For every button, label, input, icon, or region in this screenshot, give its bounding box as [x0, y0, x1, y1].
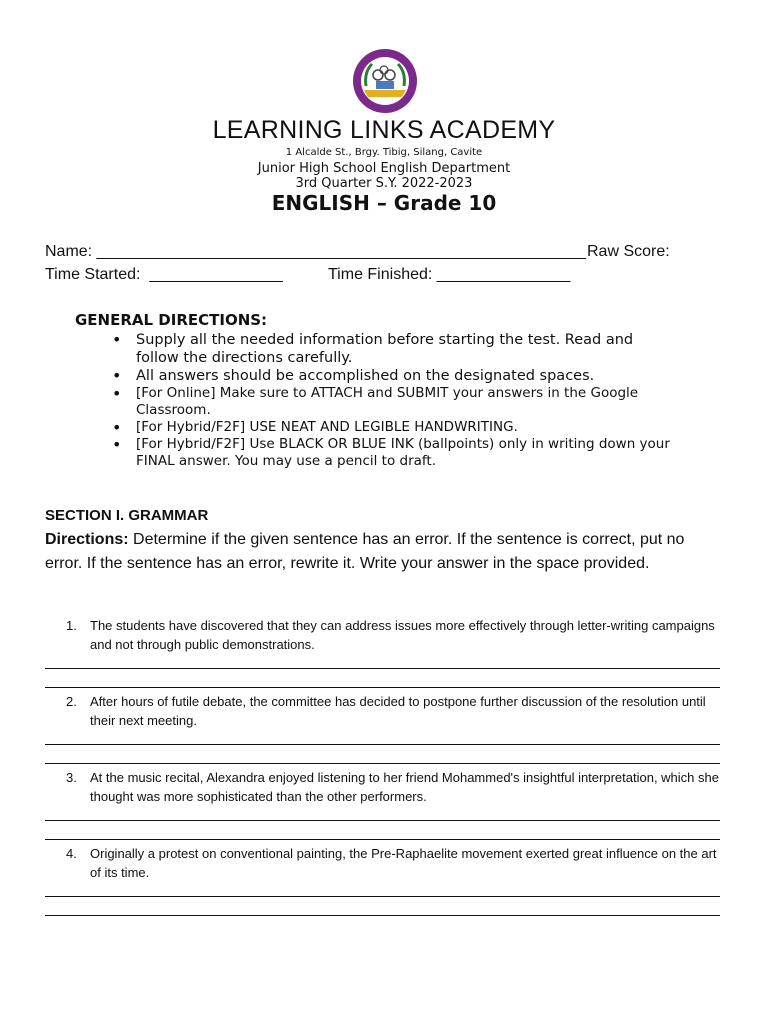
question-text: After hours of futile debate, the committee has decided to postpone further discussion of the resolution until their next meeting.	[90, 694, 706, 728]
department: Junior High School English Department	[257, 161, 511, 176]
section-directions	[45, 528, 725, 576]
direction-item: • [For Hybrid/F2F] Use BLACK OR BLUE INK (ballpoints) only in writing down your FINAL answer. You may use a pencil to draft.	[112, 436, 672, 470]
direction-item: • Supply all the needed information before starting the test. Read and follow the directions carefully.	[112, 331, 672, 367]
time-started-field[interactable]: Time Started: _______________	[45, 266, 283, 283]
name-field[interactable]: Name: _______________________________________________________	[45, 243, 586, 260]
question-number: 1.	[66, 618, 77, 633]
quarter-year: 3rd Quarter S.Y. 2022-2023	[295, 176, 473, 191]
question-number: 2.	[66, 694, 77, 709]
directions-label: Directions:	[45, 531, 129, 548]
answer-line[interactable]	[45, 896, 720, 897]
answer-line[interactable]	[45, 668, 720, 669]
direction-item: • [For Hybrid/F2F] USE NEAT AND LEGIBLE HANDWRITING.	[112, 419, 672, 436]
question-text: At the music recital, Alexandra enjoyed listening to her friend Mohammed's insightful interpretation, which she thought was more sophisticated than the other performers.	[90, 770, 719, 804]
answer-line[interactable]	[45, 820, 720, 821]
general-directions-list	[112, 331, 672, 470]
answer-line[interactable]	[45, 839, 720, 840]
answer-line[interactable]	[45, 687, 720, 688]
general-directions-title: GENERAL DIRECTIONS:	[75, 311, 268, 329]
school-name: LEARNING LINKS ACADEMY	[212, 116, 556, 144]
school-seal-logo	[352, 48, 418, 114]
direction-item: • [For Online] Make sure to ATTACH and SUBMIT your answers in the Google Classroom.	[112, 385, 672, 419]
subject-title: ENGLISH – Grade 10	[271, 191, 497, 215]
answer-line[interactable]	[45, 744, 720, 745]
question-text: The students have discovered that they can address issues more effectively through letter-writing campaigns and not through public demonstrations.	[90, 618, 715, 652]
school-seal-icon	[352, 48, 418, 114]
section-title: SECTION I. GRAMMAR	[45, 507, 209, 524]
directions-text: Determine if the given sentence has an error. If the sentence is correct, put no error. If the sentence has an error, rewrite it. Write your answer in the space provided.	[45, 531, 685, 572]
question-text: Originally a protest on conventional painting, the Pre-Raphaelite movement exerted great influence on the art of its time.	[90, 846, 717, 880]
raw-score-label: Raw Score:	[587, 243, 670, 260]
question-number: 3.	[66, 770, 77, 785]
answer-line[interactable]	[45, 915, 720, 916]
question-number: 4.	[66, 846, 77, 861]
time-finished-field[interactable]: Time Finished: _______________	[328, 266, 571, 283]
answer-line[interactable]	[45, 763, 720, 764]
school-address: 1 Alcalde St., Brgy. Tibig, Silang, Cavite	[285, 147, 483, 158]
direction-item: • All answers should be accomplished on the designated spaces.	[112, 367, 672, 385]
